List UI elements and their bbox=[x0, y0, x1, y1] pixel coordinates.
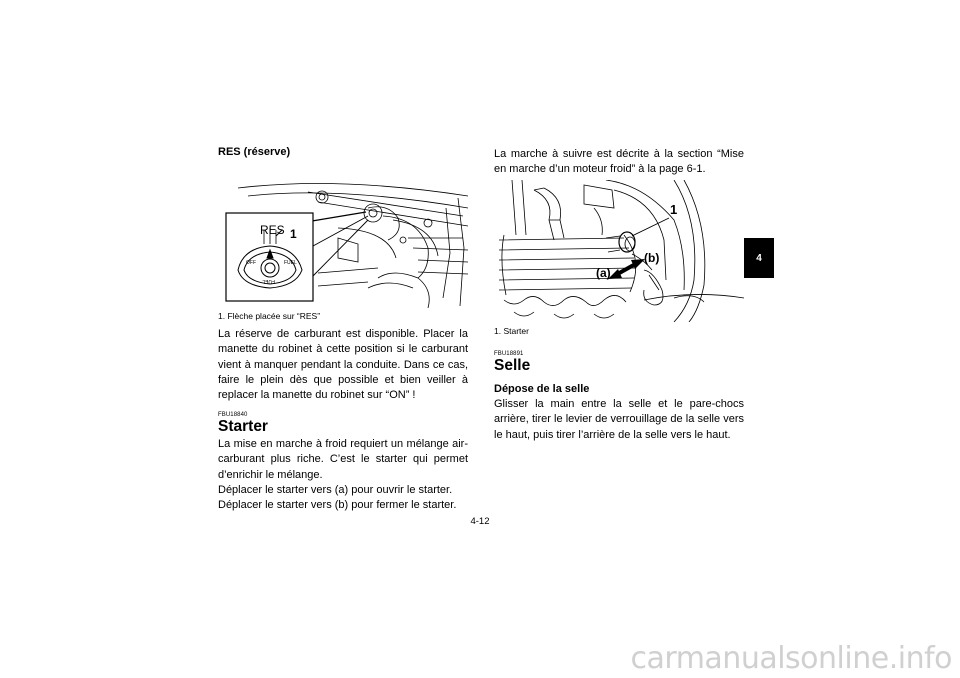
page-number: 4-12 bbox=[470, 516, 490, 527]
direction-b-label: (b) bbox=[644, 251, 660, 265]
seat-section-code: FBU18891 bbox=[494, 351, 524, 357]
starter-section-code: FBU18840 bbox=[218, 412, 248, 418]
direction-a-label: (a) bbox=[596, 266, 611, 280]
intro-paragraph: La marche à suivre est décrite à la section “Mise en marche d’un moteur froid” à la page 6-1. bbox=[494, 148, 744, 176]
knob-off-label: OFF bbox=[246, 260, 256, 266]
watermark: carmanualsonline.info bbox=[630, 641, 952, 676]
res-heading: RES (réserve) bbox=[218, 146, 291, 158]
starter-drawing bbox=[494, 180, 744, 322]
res-label: RES bbox=[260, 223, 285, 237]
fuel-cock-illustration bbox=[218, 178, 468, 308]
starter-line: Déplacer le starter vers (a) pour ouvrir le starter. bbox=[218, 483, 453, 496]
starter-illustration bbox=[494, 180, 744, 322]
starter-line: Déplacer le starter vers (b) pour fermer le starter. bbox=[218, 499, 457, 512]
chapter-tab: 4 bbox=[744, 238, 774, 278]
seat-paragraph: Glisser la main entre la selle et le pare-chocs arrière, tirer le levier de verrouillage de la selle vers le haut, puis tirer l’arrière de la selle vers le haut. bbox=[494, 398, 744, 441]
knob-fuel-label: FUEL bbox=[284, 260, 297, 266]
fuel-cock-drawing bbox=[218, 178, 468, 308]
seat-title: Selle bbox=[494, 357, 531, 374]
res-paragraph: La réserve de carburant est disponible. Placer la manette du robinet à cette position si le carburant vient à manquer pendant la conduite. Dans ce cas, faire le plein dès que possible et bien veiller à replacer la manette du robinet sur “ON” ! bbox=[218, 328, 468, 402]
starter-line: La mise en marche à froid requiert un mélange air-carburant plus riche. C’est le starter qui permet d’enrichir le mélange. bbox=[218, 438, 468, 481]
starter-title: Starter bbox=[218, 418, 268, 435]
seat-removal-heading: Dépose de la selle bbox=[494, 383, 590, 395]
knob-bottom-label: FUEL bbox=[262, 278, 275, 284]
starter-callout-number: 1 bbox=[670, 202, 678, 217]
res-callout-number: 1 bbox=[290, 227, 297, 241]
starter-figure-caption: 1. Starter bbox=[494, 326, 529, 336]
res-figure-caption: 1. Flèche placée sur “RES” bbox=[218, 311, 321, 321]
starter-paragraph bbox=[218, 437, 468, 513]
